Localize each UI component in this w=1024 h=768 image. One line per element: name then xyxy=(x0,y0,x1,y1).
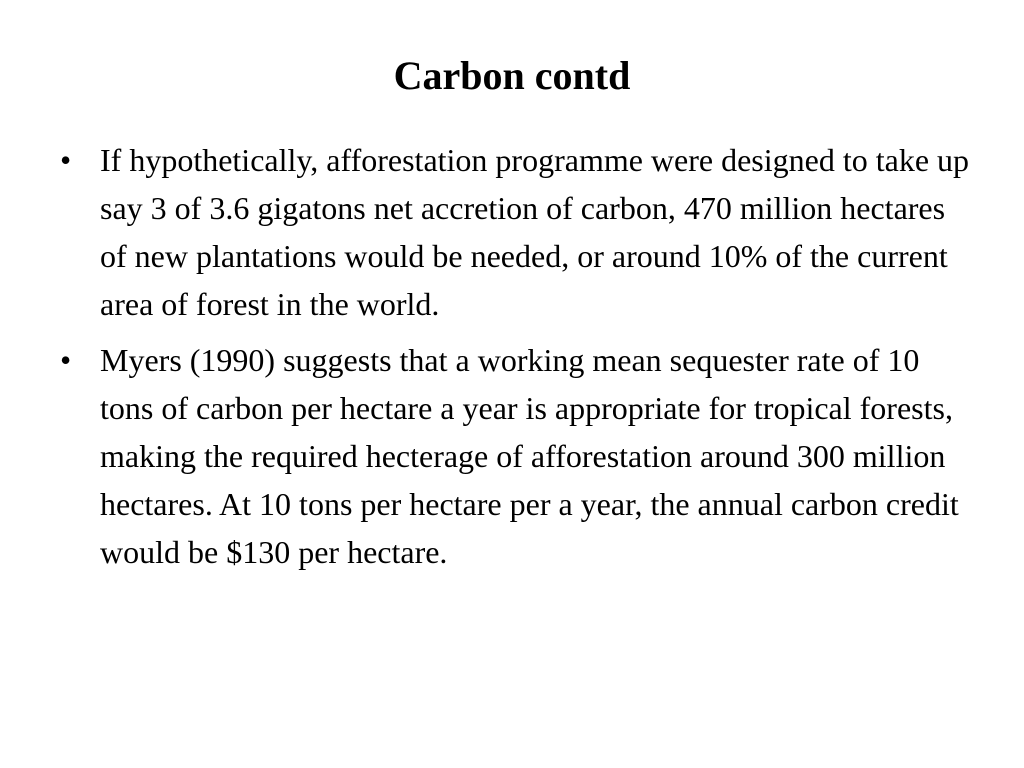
slide-title: Carbon contd xyxy=(393,53,631,98)
bullet-item xyxy=(56,136,986,328)
bullet-marker: • xyxy=(60,342,72,378)
bullet-item xyxy=(56,336,986,576)
bullet-text: If hypothetically, afforestation programme were designed to take up say 3 of 3.6 gigatons net accretion of carbon, 470 million hectares of new plantations would be needed, or around 10% of the current area of forest in the world. xyxy=(100,142,970,322)
bullet-text: Myers (1990) suggests that a working mean sequester rate of 10 tons of carbon per hectare a year is appropriate for tropical forests, making the required hecterage of afforestation around 300 million hectares. At 10 tons per hectare per a year, the annual carbon credit would be $130 per hectare. xyxy=(100,342,959,570)
bullet-list xyxy=(56,136,986,584)
bullet-marker: • xyxy=(60,142,72,178)
